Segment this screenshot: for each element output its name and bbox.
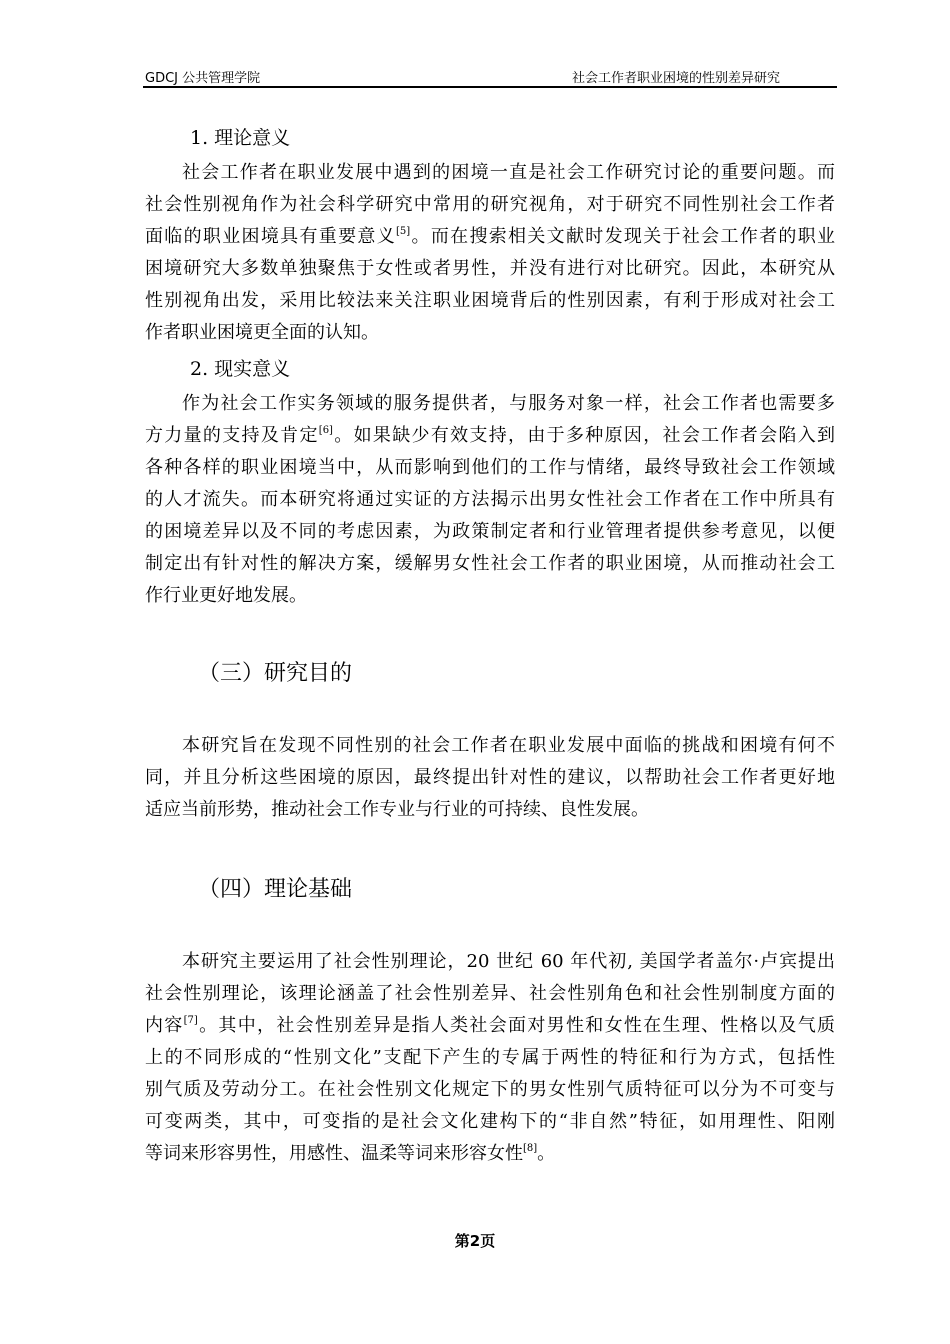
text-line bbox=[145, 285, 835, 317]
text-line bbox=[145, 1138, 835, 1170]
citation-superscript: [5] bbox=[396, 226, 411, 237]
header-rule bbox=[143, 86, 837, 88]
text-segment: 上的不同形成的“性别文化”支配下产生的专属于两性的特征和行为方式，包括性 bbox=[145, 1047, 835, 1068]
text-line bbox=[145, 946, 835, 978]
text-line bbox=[145, 794, 835, 826]
text-segment: 。如果缺少有效支持，由于多种原因，社会工作者会陷入到 bbox=[332, 425, 836, 446]
text-line bbox=[145, 484, 835, 516]
text-segment: 本研究旨在发现不同性别的社会工作者在职业发展中面临的挑战和困境有何不 bbox=[182, 735, 835, 756]
paragraph-research-purpose bbox=[145, 730, 835, 826]
paragraph-theoretical-basis bbox=[145, 946, 835, 1170]
text-segment: 。其中，社会性别差异是指人类社会面对男性和女性在生理、性格以及气质 bbox=[197, 1015, 836, 1036]
text-line bbox=[145, 730, 835, 762]
paragraph-practical-significance bbox=[145, 388, 835, 612]
section-heading-theoretical-significance: 1. 理论意义 bbox=[190, 127, 291, 149]
text-segment: 。 bbox=[537, 1143, 556, 1164]
text-segment: 。而在搜索相关文献时发现关于社会工作者的职业 bbox=[410, 226, 836, 247]
section-heading-theoretical-basis: （四）理论基础 bbox=[198, 877, 353, 902]
text-segment: 面临的职业困境具有重要意义 bbox=[145, 226, 397, 247]
text-segment: 的困境差异以及不同的考虑因素，为政策制定者和行业管理者提供参考意见，以便 bbox=[145, 521, 835, 542]
text-segment: 本研究主要运用了社会性别理论，20 世纪 60 年代初, 美国学者盖尔·卢宾提出 bbox=[182, 951, 835, 972]
section-heading-practical-significance: 2. 现实意义 bbox=[190, 358, 291, 380]
page-number: 第2页 bbox=[454, 1232, 496, 1250]
text-segment: 制定出有针对性的解决方案，缓解男女性社会工作者的职业困境，从而推动社会工 bbox=[145, 553, 835, 574]
text-segment: 等词来形容男性，用感性、温柔等词来形容女性 bbox=[145, 1143, 523, 1164]
text-line bbox=[145, 420, 835, 452]
text-line bbox=[145, 452, 835, 484]
text-line bbox=[145, 580, 835, 612]
header-title: 社会工作者职业困境的性别差异研究 bbox=[571, 71, 780, 86]
text-line bbox=[145, 253, 835, 285]
section-heading-research-purpose: （三）研究目的 bbox=[198, 661, 353, 686]
paragraph-theoretical-significance bbox=[145, 157, 835, 349]
text-line bbox=[145, 317, 835, 349]
citation-superscript: [8] bbox=[523, 1143, 538, 1154]
text-line bbox=[145, 762, 835, 794]
text-line bbox=[145, 1074, 835, 1106]
text-segment: 困境研究大多数单独聚焦于女性或者男性，并没有进行对比研究。因此，本研究从 bbox=[145, 258, 835, 279]
text-line bbox=[145, 1106, 835, 1138]
text-line bbox=[145, 1042, 835, 1074]
text-segment: 社会性别理论，该理论涵盖了社会性别差异、社会性别角色和社会性别制度方面的 bbox=[145, 983, 835, 1004]
text-segment: 方力量的支持及肯定 bbox=[145, 425, 319, 446]
text-segment: 适应当前形势，推动社会工作专业与行业的可持续、良性发展。 bbox=[145, 799, 649, 820]
text-segment: 社会性别视角作为社会科学研究中常用的研究视角，对于研究不同性别社会工作者 bbox=[145, 194, 835, 215]
text-line bbox=[145, 548, 835, 580]
text-segment: 可变两类，其中，可变指的是社会文化建构下的“非自然”特征，如用理性、阳刚 bbox=[145, 1111, 835, 1132]
text-segment: 作者职业困境更全面的认知。 bbox=[145, 322, 379, 343]
text-segment: 作为社会工作实务领域的服务提供者，与服务对象一样，社会工作者也需要多 bbox=[182, 393, 835, 414]
text-segment: 别气质及劳动分工。在社会性别文化规定下的男女性别气质特征可以分为不可变与 bbox=[145, 1079, 835, 1100]
text-segment: 同，并且分析这些困境的原因，最终提出针对性的建议，以帮助社会工作者更好地 bbox=[145, 767, 835, 788]
text-line bbox=[145, 978, 835, 1010]
text-line bbox=[145, 221, 835, 253]
text-segment: 内容 bbox=[145, 1015, 184, 1036]
citation-superscript: [7] bbox=[183, 1015, 198, 1026]
text-line bbox=[145, 388, 835, 420]
text-segment: 性别视角出发，采用比较法来关注职业困境背后的性别因素，有利于形成对社会工 bbox=[145, 290, 835, 311]
text-segment: 作行业更好地发展。 bbox=[145, 585, 307, 606]
text-segment: 各种各样的职业困境当中，从而影响到他们的工作与情绪，最终导致社会工作领域 bbox=[145, 457, 835, 478]
text-line bbox=[145, 1010, 835, 1042]
text-segment: 社会工作者在职业发展中遇到的困境一直是社会工作研究讨论的重要问题。而 bbox=[182, 162, 835, 183]
text-segment: 的人才流失。而本研究将通过实证的方法揭示出男女性社会工作者在工作中所具有 bbox=[145, 489, 835, 510]
text-line bbox=[145, 516, 835, 548]
text-line bbox=[145, 157, 835, 189]
citation-superscript: [6] bbox=[318, 425, 333, 436]
header-institution: GDCJ 公共管理学院 bbox=[145, 71, 261, 86]
text-line bbox=[145, 189, 835, 221]
